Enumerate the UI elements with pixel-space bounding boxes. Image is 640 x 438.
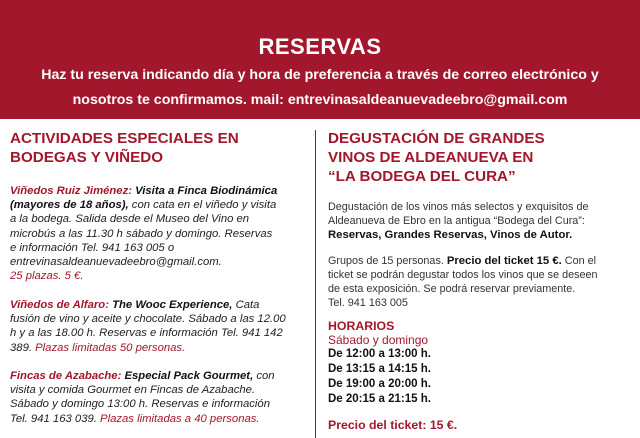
schedule-slot: De 13:15 a 14:15 h. <box>328 363 431 375</box>
activity-email[interactable]: entrevinasaldeanuevadeebro@gmail.com. <box>10 256 222 269</box>
activity-text: fusión de vino y aceite y chocolate. Sábado a las 12.00 <box>10 313 286 326</box>
activity-note: 25 plazas. 5 €. <box>10 270 84 283</box>
activity-text: Tel. 941 163 039. <box>10 412 101 425</box>
groups-price: Precio del ticket 15 €. <box>446 255 562 267</box>
activity-text: microbús a las 11.30 h sábado y domingo. Reservas <box>10 227 273 240</box>
tasting-intro <box>328 200 628 242</box>
banner-line-1: Haz tu reserva indicando día y hora de preferencia a través de correo electrónico y <box>41 67 599 83</box>
activity-note: Plazas limitadas 50 personas. <box>35 341 186 354</box>
ticket-price: Precio del ticket: 15 €. <box>328 418 458 432</box>
activity-name: Viñedos de Alfaro: <box>10 299 109 311</box>
activity-text: h y a las 18.00 h. Reservas e información Tel. 941 142 <box>10 327 283 340</box>
groups-text: Grupos de 15 personas. <box>328 255 447 267</box>
right-heading-line-2: VINOS DE ALDEANUEVA EN <box>328 149 534 166</box>
groups-text: ticket se podrán degustar todos los vinos que se deseen <box>328 269 598 281</box>
activity-text: Sábado y domingo 13:00 h. Reservas e información <box>10 398 270 411</box>
activity-text: con cata en el viñedo y visita <box>128 199 277 212</box>
groups-text: Con el <box>561 255 596 267</box>
activity-title: Visita a Finca Biodinámica <box>135 185 278 197</box>
tasting-groups <box>328 254 628 310</box>
activity-text: con <box>253 370 275 382</box>
activity-text: Cata <box>232 299 260 311</box>
intro-text: Degustación de los vinos más selectos y exquisitos de <box>328 201 589 213</box>
intro-bold: Reservas, Grandes Reservas, Vinos de Autor. <box>328 229 573 241</box>
schedule-title: HORARIOS <box>328 319 395 333</box>
activity-alfaro <box>10 298 310 355</box>
groups-phone: Tel. 941 163 005 <box>328 297 408 309</box>
schedule-slot: De 12:00 a 13:00 h. <box>328 348 431 360</box>
right-heading-line-1: DEGUSTACIÓN DE GRANDES <box>328 130 545 147</box>
schedule-slot: De 20:15 a 21:15 h. <box>328 393 431 405</box>
groups-text: de esta exposición. Se podrá reservar previamente. <box>328 283 576 295</box>
reservations-banner <box>0 0 640 119</box>
schedule-subtitle: Sábado y domingo <box>328 333 429 347</box>
activity-name: Fincas de Azabache: <box>10 370 122 382</box>
activity-text: visita y comida Gourmet en Fincas de Azabache. <box>10 384 256 397</box>
banner-title: RESERVAS <box>258 34 382 59</box>
activity-text: 389. <box>10 341 36 354</box>
activity-name: Viñedos Ruiz Jiménez: <box>10 185 132 197</box>
left-heading-line-2: BODEGAS Y VIÑEDO <box>10 149 164 166</box>
banner-line-2: nosotros te confirmamos. mail: entrevinasaldeanuevadeebro@gmail.com <box>72 92 568 108</box>
intro-text: Aldeanueva de Ebro en la antigua “Bodega del Cura”: <box>328 215 585 227</box>
activity-title: Especial Pack Gourmet, <box>124 370 254 382</box>
activity-azabache <box>10 369 310 426</box>
schedule-slot: De 19:00 a 20:00 h. <box>328 378 431 390</box>
activity-title-2: (mayores de 18 años), <box>10 199 129 212</box>
activity-title: The Wooc Experience, <box>112 299 233 311</box>
activity-ruiz-jimenez <box>10 184 310 283</box>
left-heading-line-1: ACTIVIDADES ESPECIALES EN <box>10 130 239 147</box>
activity-text: a la bodega. Salida desde el Museo del Vino en <box>10 213 250 226</box>
activity-text: e información Tel. 941 163 005 o <box>10 241 175 254</box>
column-divider <box>315 130 316 438</box>
activity-note: Plazas limitadas a 40 personas. <box>100 412 260 425</box>
right-heading-line-3: “LA BODEGA DEL CURA” <box>328 168 516 185</box>
